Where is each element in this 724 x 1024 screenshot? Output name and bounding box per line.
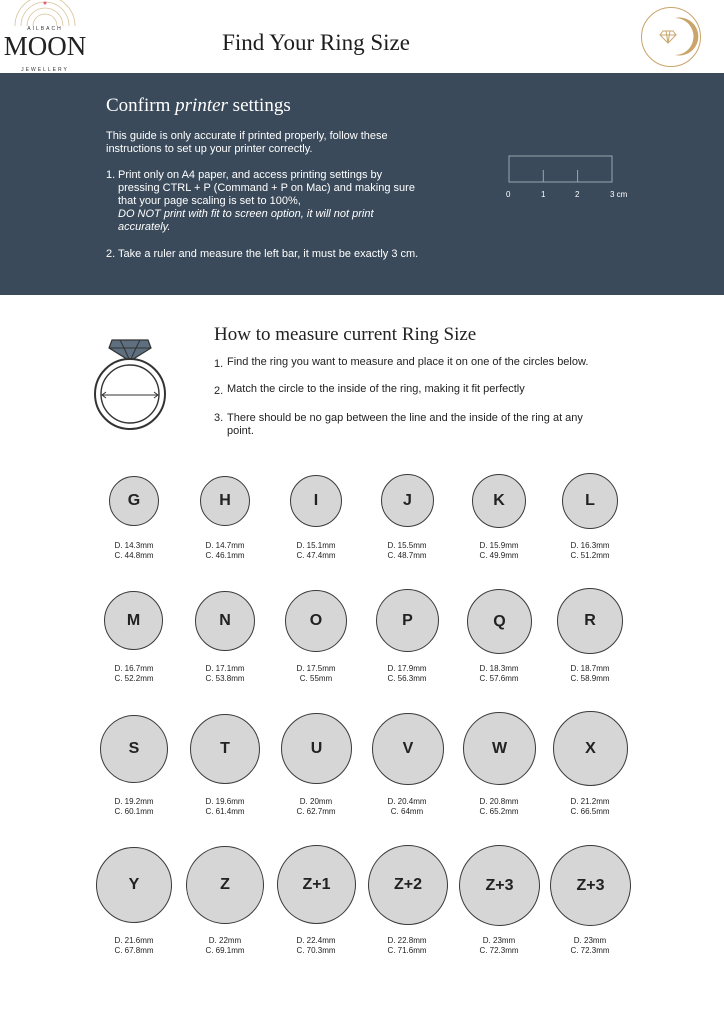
ring-circle-m: M [104,591,163,650]
ring-label-z: D. 22mm C. 69.1mm [205,936,245,955]
ring-circle-q: Q [467,589,532,654]
ruler-tick-2: 2 [575,190,580,199]
ring-circle-v: V [372,713,444,785]
printer-step2: 2. Take a ruler and measure the left bar, it must be exactly 3 cm. [106,248,419,260]
ring-circle-z-plus-1: Z+1 [277,845,356,924]
ring-circle-l: L [562,473,618,529]
ring-label-v: D. 20.4mm C. 64mm [387,797,427,816]
printer-step1-number: 1. [106,169,116,181]
ring-label-i: D. 15.1mm C. 47.4mm [296,541,336,560]
ring-label-m: D. 16.7mm C. 52.2mm [114,664,154,683]
ring-label-s: D. 19.2mm C. 60.1mm [114,797,154,816]
ring-label-z-plus-2: D. 22.8mm C. 71.6mm [387,936,427,955]
ring-circle-n: N [195,591,255,651]
ring-circle-k: K [472,474,526,528]
measure-step-2: Match the circle to the inside of the ring, making it fit perfectly [227,383,525,395]
ring-circle-z-plus-2: Z+2 [368,845,448,925]
printer-settings-panel [0,73,724,295]
ring-label-z-plus-3: D. 23mm C. 72.3mm [479,936,519,955]
ring-circle-w: W [463,712,536,785]
ring-label-n: D. 17.1mm C. 53.8mm [205,664,245,683]
page-title: Find Your Ring Size [222,30,410,55]
ring-label-w: D. 20.8mm C. 65.2mm [479,797,519,816]
ring-circle-j: J [381,474,434,527]
ring-label-g: D. 14.3mm C. 44.8mm [114,541,154,560]
measure-step-1: Find the ring you want to measure and place it on one of the circles below. [227,356,589,368]
ring-label-p: D. 17.9mm C. 56.3mm [387,664,427,683]
printer-step1: Print only on A4 paper, and access printing settings by pressing CTRL + P (Command + P on Mac) and making sure that your page scaling is set to 100%, DO NOT print with fit to screen option, it will not print accurately. [118,169,415,233]
ring-circle-o: O [285,590,347,652]
brand-name: MOON [3,31,87,61]
printer-intro: This guide is only accurate if printed properly, follow these instructions to set up your printer correctly. [106,130,388,155]
ring-label-u: D. 20mm C. 62.7mm [296,797,336,816]
measure-step-3: There should be no gap between the line and the inside of the ring at any point. [227,412,583,437]
logo-arcs-icon [2,0,88,26]
ring-label-z-plus-3-alt: D. 23mm C. 72.3mm [570,936,610,955]
ring-label-q: D. 18.3mm C. 57.6mm [479,664,519,683]
ring-circle-i: I [290,475,342,527]
ring-label-j: D. 15.5mm C. 48.7mm [387,541,427,560]
ring-circle-u: U [281,713,352,784]
measure-step-3-number: 3. [214,412,224,424]
measure-title: How to measure current Ring Size [214,324,477,345]
ring-label-r: D. 18.7mm C. 58.9mm [570,664,610,683]
ring-circle-p: P [376,589,439,652]
ring-label-t: D. 19.6mm C. 61.4mm [205,797,245,816]
ring-circle-x: X [553,711,628,786]
ring-circle-r: R [557,588,623,654]
ring-circle-y: Y [96,847,172,923]
measure-step-1-number: 1. [214,358,224,370]
ring-circle-z-plus-3-alt: Z+3 [550,845,631,926]
ring-label-x: D. 21.2mm C. 66.5mm [570,797,610,816]
ring-label-h: D. 14.7mm C. 46.1mm [205,541,245,560]
moon-badge-icon [641,7,701,67]
brand-top-text: AILBACH [27,26,63,32]
ring-circle-z-plus-3: Z+3 [459,845,540,926]
ruler-tick-1: 1 [541,190,546,199]
measure-step-2-number: 2. [214,385,224,397]
ruler-tick-3: 3 cm [610,190,628,199]
printer-warning: DO NOT print with fit to screen option, it will not print accurately. [118,208,374,233]
ring-circle-h: H [200,476,250,526]
ring-label-o: D. 17.5mm C. 55mm [296,664,336,683]
diamond-ring-icon [92,337,168,433]
ring-label-y: D. 21.6mm C. 67.8mm [114,936,154,955]
ruler-tick-0: 0 [506,190,511,199]
printer-settings-title: Confirm printer settings [106,95,291,116]
ring-label-z-plus-1: D. 22.4mm C. 70.3mm [296,936,336,955]
ring-circle-z: Z [186,846,264,924]
brand-sub-text: JEWELLERY [21,67,69,73]
ring-label-k: D. 15.9mm C. 49.9mm [479,541,519,560]
ring-circle-s: S [100,715,168,783]
ring-circle-t: T [190,714,260,784]
ring-circle-g: G [109,476,159,526]
calibration-ruler [505,155,617,185]
ring-label-l: D. 16.3mm C. 51.2mm [570,541,610,560]
